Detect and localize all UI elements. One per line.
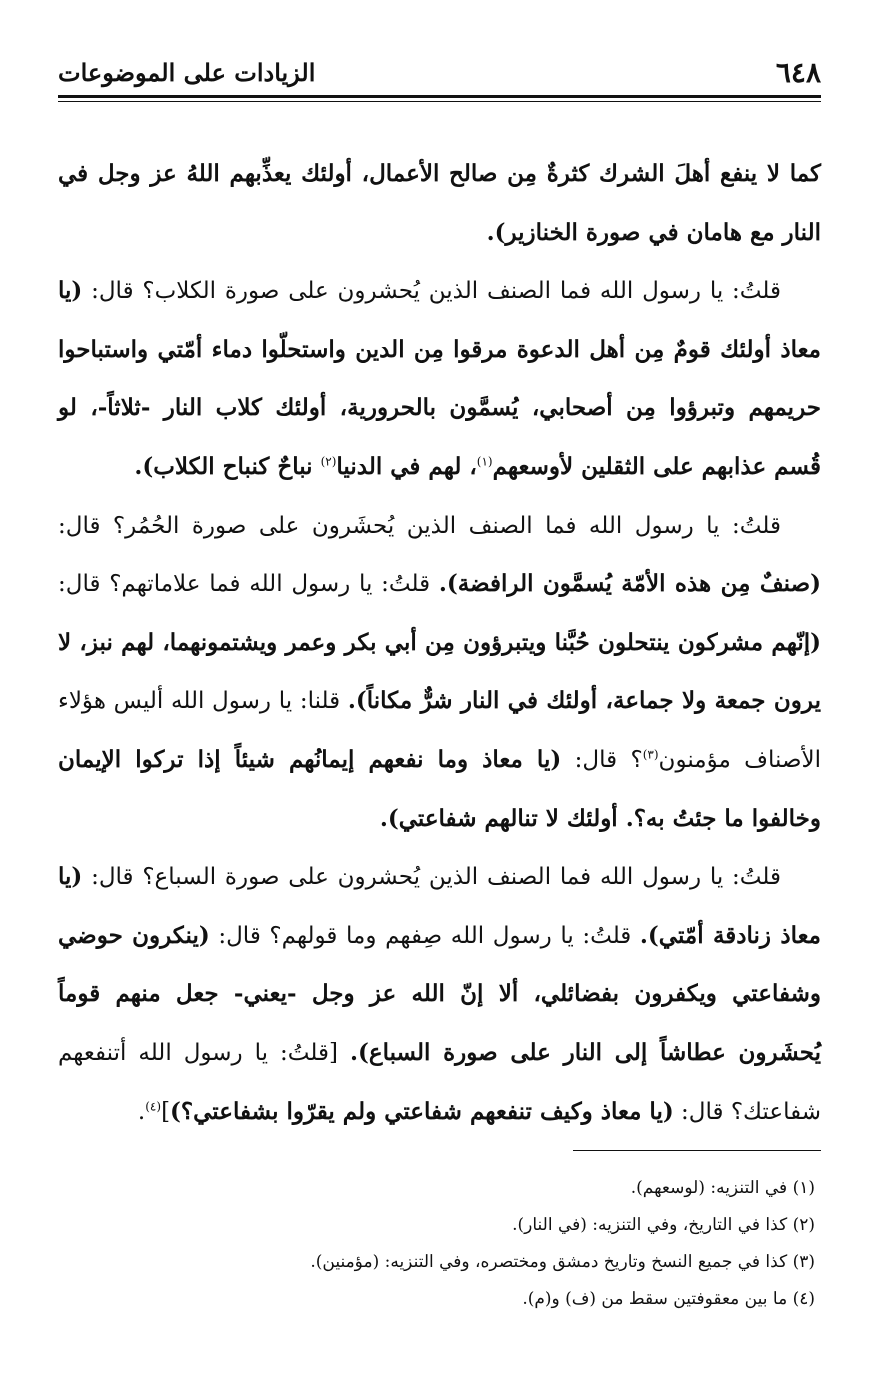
hadith-text: (ينكرون حوضي وشفاعتي ويكفرون بفضائلي، ألا إنّ الله عز وجل -يعني- جعل منهم قوماً يُحشَرون عطاشاً إلى النار على صورة السباع). <box>58 921 821 1066</box>
paragraph-1 <box>58 145 821 262</box>
main-text <box>58 145 821 1141</box>
hadith-text: (يا معاذ وما نفعهم إيمانُهم شيئاً إذا تركوا الإيمان وخالفوا ما جئتُ به؟. أولئك لا تنالهم شفاعتي). <box>58 745 821 832</box>
question-text: قلتُ: يا رسول الله فما الصنف الذين يُحشَرون على صورة الحُمُر؟ قال: <box>58 512 781 539</box>
question-text: قلتُ: يا رسول الله فما علاماتهم؟ قال: <box>58 571 439 598</box>
footnote-2: (٢) كذا في التاريخ، وفي التنزيه: (في النار). <box>512 1215 815 1235</box>
hadith-text: (صنفٌ مِن هذه الأمّة يُسمَّون الرافضة). <box>438 570 821 598</box>
paragraph-4 <box>58 848 821 1141</box>
footnote-marker-1[interactable]: (١) <box>476 454 493 469</box>
question-text: قلتُ: يا رسول الله صِفهم وما قولهم؟ قال: <box>209 922 640 949</box>
footnote-1: (١) في التنزيه: (لوسعهم). <box>630 1178 815 1198</box>
footnote-separator <box>573 1150 821 1151</box>
header-rule-thin <box>58 101 821 102</box>
footnote-marker-3[interactable]: (٣) <box>642 747 659 762</box>
hadith-text: نباحٌ كنباح الكلاب). <box>134 452 321 480</box>
footnote-marker-2[interactable]: (٢) <box>320 454 337 469</box>
hadith-text: ، لهم في الدنيا <box>336 452 477 480</box>
header-rule <box>58 95 821 98</box>
running-title: الزيادات على الموضوعات <box>58 57 316 87</box>
period: . <box>137 1098 146 1125</box>
hadith-text: (يا معاذ وكيف تنفعهم شفاعتي ولم يقرّوا بشفاعتي؟) <box>170 1097 674 1125</box>
hadith-text: (يا معاذ زنادقة أمّتي). <box>58 863 822 949</box>
question-text: [قلتُ: يا رسول الله أتنفعهم شفاعتك؟ قال: <box>58 1039 821 1125</box>
footnote-marker-4[interactable]: (٤) <box>145 1098 162 1113</box>
hadith-text: كما لا ينفع أهلَ الشرك كثرةٌ مِن صالح الأعمال، أولئك يعذِّبهم اللهُ عز وجل في النار مع هامان في صورة الخنازير). <box>58 160 821 246</box>
question-text: قلتُ: يا رسول الله فما الصنف الذين يُحشرون على صورة الكلاب؟ قال: <box>82 278 781 305</box>
paragraph-2 <box>58 262 821 496</box>
page-header <box>58 52 821 92</box>
question-text: قلتُ: يا رسول الله فما الصنف الذين يُحشرون على صورة السباع؟ قال: <box>82 864 781 891</box>
paragraph-3 <box>58 497 821 849</box>
question-text: قلنا: يا رسول الله أليس هؤلاء الأصناف مؤمنون <box>58 688 822 773</box>
footnote-3: (٣) كذا في جميع النسخ وتاريخ دمشق ومختصره، وفي التنزيه: (مؤمنين). <box>310 1252 815 1272</box>
page-number: ٦٤٨ <box>775 55 821 89</box>
bracket-close: ] <box>161 1098 171 1125</box>
footnotes <box>58 1170 815 1318</box>
question-text: ؟ قال: <box>561 746 643 773</box>
hadith-text: (يا معاذ أولئك قومٌ مِن أهل الدعوة مرقوا مِن الدين واستحلّوا دماء أمّتي واستباحوا حريمهم وتبرؤوا مِن أصحابي، يُسمَّون بالحرورية، أولئك كلاب النار -ثلاثاً-، لو قُسم عذابهم على الثقلين لأوسعهم <box>58 277 821 480</box>
footnote-4: (٤) ما بين معقوفتين سقط من (ف) و(م). <box>522 1289 815 1309</box>
hadith-text: (إنّهم مشركون ينتحلون حُبَّنا ويتبرؤون مِن أبي بكر وعمر ويشتمونهما، لهم نبز، لا يرون جمعة ولا جماعة، أولئك في النار شرٌّ مكاناً). <box>58 628 822 715</box>
